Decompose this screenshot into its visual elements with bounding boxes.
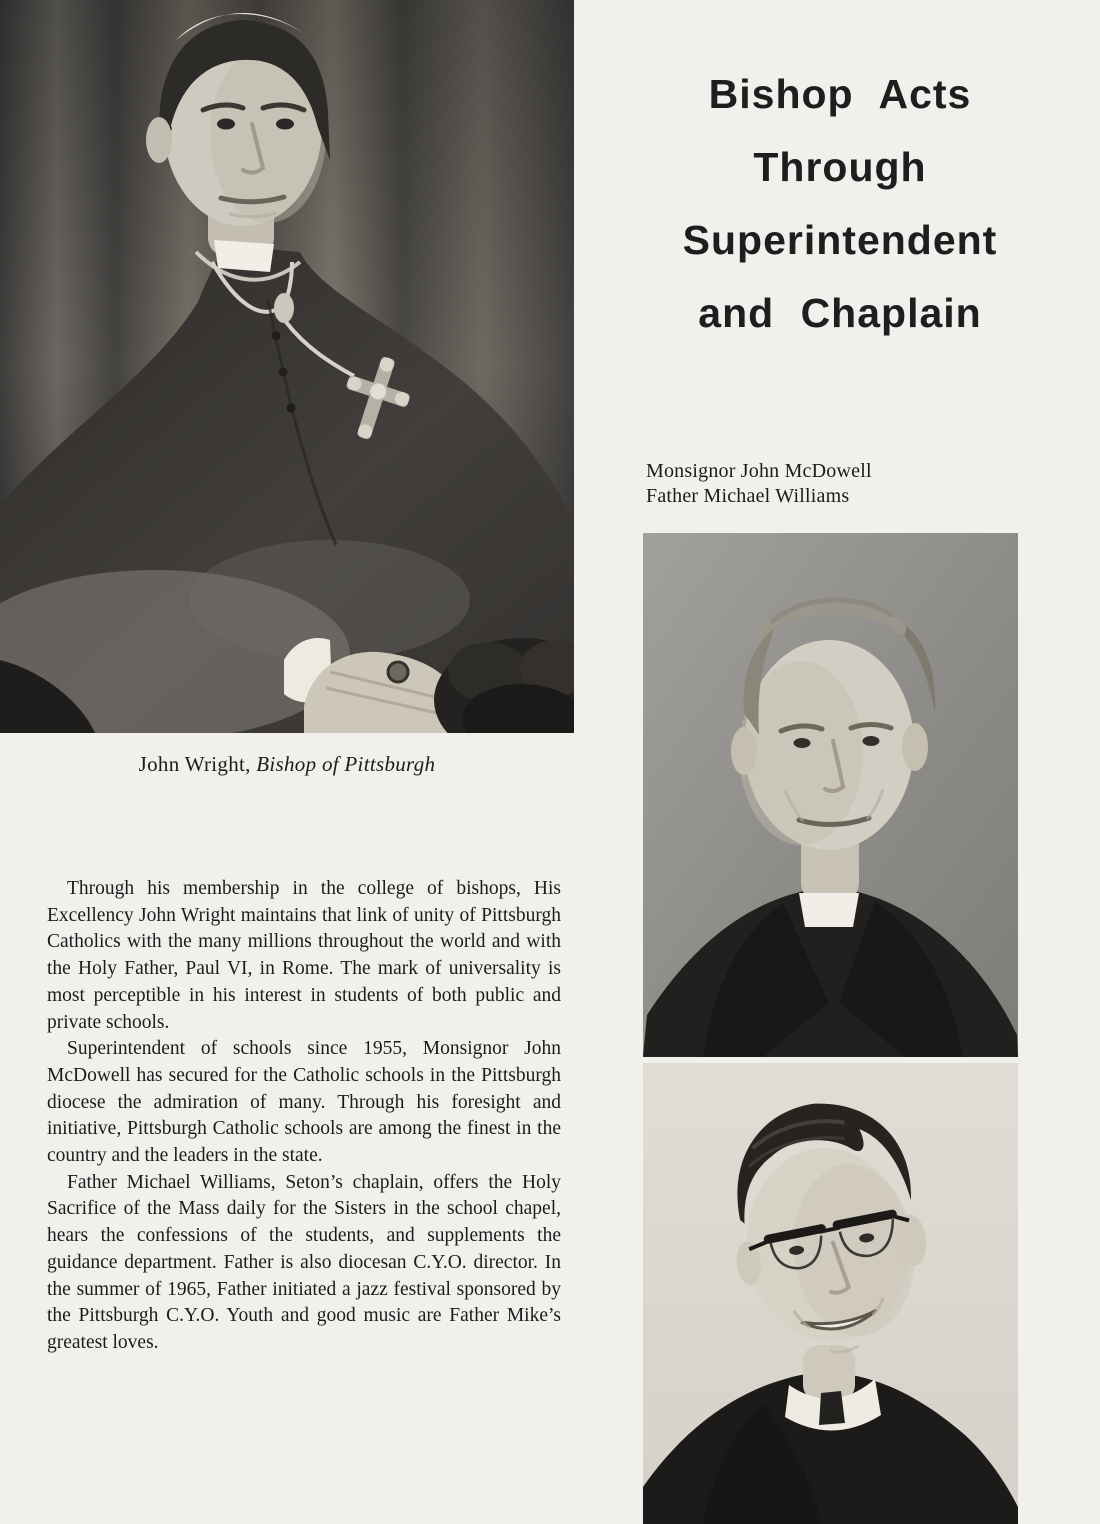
article-paragraph-3: Father Michael Williams, Seton’s chaplain, offers the Holy Sacrifice of the Mass daily for the Sisters in the school chapel, hears the confessions of the students, and supplements the guidance department. Father is also diocesan C.Y.O. director. In the summer of 1965, Father initiated a jazz festival sponsored by the Pittsburgh C.Y.O. Youth and good music are Father Mike’s greatest loves. <box>47 1171 561 1353</box>
right-caption-line-1: Monsignor John McDowell <box>646 460 872 482</box>
monsignor-mcdowell-portrait-photo <box>643 533 1018 1057</box>
left-caption-name: John Wright, <box>138 752 251 776</box>
williams-portrait-illustration <box>643 1063 1018 1524</box>
article-paragraph-1: Through his membership in the college of bishops, His Excellency John Wright maintains that link of unity of Pittsburgh Catholics with the many millions throughout the world and with the Holy Father, Paul VI, in Rome. The mark of universality is most perceptible in his interest in students of both public and private schools. <box>47 878 561 1033</box>
article-body <box>47 876 561 1357</box>
page-headline <box>600 58 1080 350</box>
right-photos-caption <box>646 459 1066 509</box>
headline-line-1: Bishop Acts <box>708 71 972 117</box>
father-williams-portrait-photo <box>643 1063 1018 1524</box>
right-caption-line-2: Father Michael Williams <box>646 485 850 507</box>
headline-line-2: Through Superintendent <box>682 144 998 263</box>
mcdowell-portrait-illustration <box>643 533 1018 1057</box>
headline-line-3: and Chaplain <box>698 290 982 336</box>
left-photo-caption <box>0 752 574 777</box>
bishop-portrait-illustration <box>0 0 574 733</box>
article-paragraph-2: Superintendent of schools since 1955, Monsignor John McDowell has secured for the Catholic schools in the Pittsburgh diocese the admiration of many. Through his foresight and initiative, Pittsburgh Catholic schools are among the finest in the country and the leaders in the state. <box>47 1038 561 1167</box>
left-caption-title: Bishop of Pittsburgh <box>256 752 436 776</box>
bishop-john-wright-portrait-photo <box>0 0 574 733</box>
